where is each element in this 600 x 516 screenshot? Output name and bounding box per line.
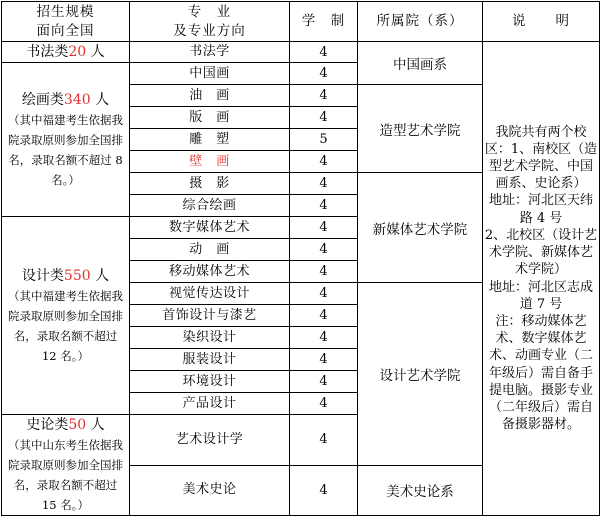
major-name: 视觉传达设计: [130, 283, 290, 305]
notes-campus-north: 2、北校区（设计艺术学院、新媒体艺术学院）: [484, 227, 598, 278]
major-name: 移动媒体艺术: [130, 261, 290, 283]
category-design: 设计类550 人 （其中福建考生依据我院录取原则参加全国排名，录取名额不超过 12 名。）: [2, 217, 130, 415]
major-name: 雕 塑: [130, 129, 290, 151]
enrollment-table: [1, 1, 600, 516]
major-name: 摄 影: [130, 173, 290, 195]
major-name: 环境设计: [130, 371, 290, 393]
major-name: 版 画: [130, 107, 290, 129]
department-plastic-arts: 造型艺术学院: [358, 85, 483, 173]
major-name: 首饰设计与漆艺: [130, 305, 290, 327]
major-name: 艺术设计学: [130, 415, 290, 466]
major-years: 4: [290, 239, 358, 261]
notes-address-south: 地址：河北区天纬路 4 号: [488, 193, 593, 226]
major-name: 美术史论: [130, 465, 290, 516]
major-name: 数字媒体艺术: [130, 217, 290, 239]
major-years: 4: [290, 107, 358, 129]
category-calligraphy: 书法类20 人: [2, 42, 130, 63]
major-years: 4: [290, 349, 358, 371]
notes-cell: [483, 42, 600, 516]
major-name: 产品设计: [130, 393, 290, 415]
notes-campus-south: 我院共有两个校区：1、南校区（造型艺术学院、中国画系、史论系）: [484, 124, 598, 192]
major-years: 4: [290, 283, 358, 305]
major-years: 4: [290, 173, 358, 195]
major-years: 4: [290, 42, 358, 63]
table-row: [2, 42, 600, 63]
major-years: 4: [290, 327, 358, 349]
major-years: 5: [290, 129, 358, 151]
major-years: 4: [290, 195, 358, 217]
department-chinese-painting: 中国画系: [358, 42, 483, 85]
header-enrollment-scale: 招生规模 面向全国: [2, 2, 130, 42]
major-name: 染织设计: [130, 327, 290, 349]
major-name: 壁 画: [130, 151, 290, 173]
major-years: 4: [290, 151, 358, 173]
major-name: 中国画: [130, 63, 290, 85]
header-major: 专 业 及专业方向: [130, 2, 290, 42]
major-name: 油 画: [130, 85, 290, 107]
header-row: [2, 2, 600, 42]
major-years: 4: [290, 261, 358, 283]
major-years: 4: [290, 465, 358, 516]
header-department: 所属院（系）: [358, 2, 483, 42]
major-years: 4: [290, 63, 358, 85]
category-painting: 绘画类340 人 （其中福建考生依据我院录取原则参加全国排名，录取名额不超过 8 名。）: [2, 63, 130, 217]
header-duration: 学 制: [290, 2, 358, 42]
major-years: 4: [290, 217, 358, 239]
major-name: 动 画: [130, 239, 290, 261]
major-name: 书法学: [130, 42, 290, 63]
major-years: 4: [290, 305, 358, 327]
major-years: 4: [290, 415, 358, 466]
major-years: 4: [290, 393, 358, 415]
major-name: 服装设计: [130, 349, 290, 371]
department-art-history: 美术史论系: [358, 465, 483, 516]
department-design-school: 设计艺术学院: [358, 283, 483, 466]
header-notes: 说 明: [483, 2, 600, 42]
notes-equipment: 注：移动媒体艺术、数字媒体艺术、动画专业（二年级后）需自备手提电脑。摄影专业（二年级后）需自备摄影器材。: [488, 313, 593, 433]
major-years: 4: [290, 371, 358, 393]
category-theory: 史论类50 人 （其中山东考生依据我院录取原则参加全国排名，录取名额不超过 15 名。）: [2, 415, 130, 516]
major-name: 综合绘画: [130, 195, 290, 217]
major-years: 4: [290, 85, 358, 107]
notes-address-north: 地址：河北区志成道 7 号: [488, 279, 593, 312]
department-new-media: 新媒体艺术学院: [358, 173, 483, 283]
